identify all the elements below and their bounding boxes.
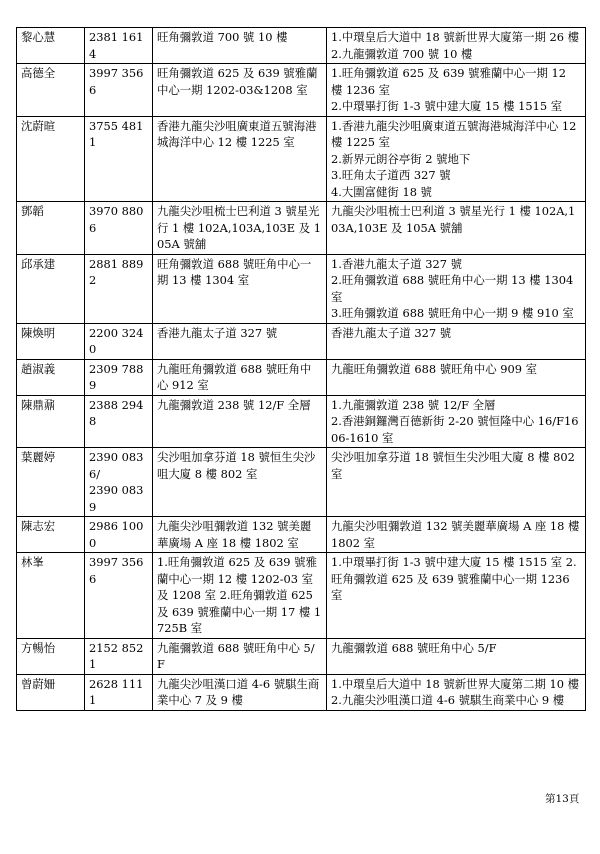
- table-row: [17, 116, 586, 202]
- address-line: 尖沙咀加拿芬道 18 號恒生尖沙咀大廈 8 樓 802 室: [157, 450, 316, 481]
- registered-address-line: 九龍旺角彌敦道 688 號旺角中心 909 室: [331, 361, 538, 376]
- name-cell: 高德全: [17, 64, 85, 117]
- address-line: 香港九龍太子道 327 號: [157, 325, 278, 340]
- table-row: [17, 517, 586, 553]
- registered-address-line: 香港九龍太子道 327 號: [331, 325, 452, 340]
- address-cell: [153, 359, 327, 395]
- phone-line: 3755 4811: [89, 118, 144, 149]
- address-line: 九龍彌敦道 688 號旺角中心 5/F: [157, 640, 315, 671]
- registered-address-line: 4.大圍富健街 18 號: [331, 184, 432, 199]
- registered-address-cell: [327, 517, 586, 553]
- registered-address-cell: [327, 64, 586, 117]
- name-cell: 陳煥明: [17, 323, 85, 359]
- address-cell: [153, 323, 327, 359]
- address-line: 旺角彌敦道 625 及 639 號雅蘭中心一期 1202-03&1208 室: [157, 66, 318, 97]
- phone-cell: [85, 64, 153, 117]
- name-cell: 陳鼎鼐: [17, 395, 85, 448]
- phone-line: 3997 3566: [89, 66, 144, 97]
- address-line: 旺角彌敦道 688 號旺角中心一期 13 樓 1304 室: [157, 256, 312, 287]
- registered-address-line: 2.中環畢打街 1-3 號中建大廈 15 樓 1515 室: [331, 99, 563, 113]
- registered-address-line: 3.旺角彌敦道 688 號旺角中心一期 9 樓 910 室: [331, 306, 574, 320]
- phone-cell: [85, 448, 153, 517]
- registered-address-line: 1.香港九龍尖沙咀廣東道五號海港城海洋中心 12 樓 1225 室: [331, 118, 577, 149]
- table-row: [17, 254, 586, 323]
- table-row: [17, 202, 586, 255]
- records-body: [17, 28, 586, 711]
- registered-address-line: 九龍彌敦道 688 號旺角中心 5/F: [331, 640, 497, 655]
- registered-address-cell: [327, 359, 586, 395]
- phone-line: 2381 1614: [89, 30, 144, 61]
- registered-address-line: 2.九龍彌敦道 700 號 10 樓: [331, 46, 473, 61]
- address-cell: [153, 28, 327, 64]
- name-cell: 曾蔚姍: [17, 674, 85, 710]
- registered-address-line: 2.旺角彌敦道 688 號旺角中心一期 13 樓 1304 室: [331, 273, 574, 304]
- registered-address-cell: [327, 323, 586, 359]
- registered-address-cell: [327, 448, 586, 517]
- phone-line: 2200 3240: [89, 325, 144, 356]
- address-cell: [153, 395, 327, 448]
- address-line: 九龍旺角彌敦道 688 號旺角中心 912 室: [157, 361, 312, 392]
- table-row: [17, 323, 586, 359]
- table-row: [17, 638, 586, 674]
- registered-address-line: 尖沙咀加拿芬道 18 號恒生尖沙咀大廈 8 樓 802 室: [331, 450, 575, 481]
- registered-address-cell: [327, 28, 586, 64]
- registered-address-line: 1.旺角彌敦道 625 及 639 號雅蘭中心一期 12 樓 1236 室: [331, 66, 567, 97]
- table-row: [17, 28, 586, 64]
- address-cell: [153, 64, 327, 117]
- table-row: [17, 674, 586, 710]
- address-cell: [153, 254, 327, 323]
- registered-address-cell: [327, 116, 586, 202]
- name-cell: 邱承建: [17, 254, 85, 323]
- records-table: [16, 27, 586, 711]
- phone-cell: [85, 674, 153, 710]
- name-cell: 鄧韜: [17, 202, 85, 255]
- address-line: 九龍彌敦道 238 號 12/F 全層: [157, 397, 311, 412]
- address-cell: [153, 553, 327, 639]
- phone-cell: [85, 638, 153, 674]
- phone-cell: [85, 553, 153, 639]
- registered-address-cell: [327, 553, 586, 639]
- address-cell: [153, 638, 327, 674]
- registered-address-cell: [327, 202, 586, 255]
- phone-line: 3997 3566: [89, 555, 144, 586]
- address-cell: [153, 517, 327, 553]
- address-line: 1.旺角彌敦道 625 及 639 號雅蘭中心一期 12 樓 1202-03 室及 1208 室 2.旺角彌敦道 625 及 639 號雅蘭中心一期 17 樓 1725B 室: [157, 555, 322, 635]
- phone-cell: [85, 359, 153, 395]
- registered-address-line: 2.九龍尖沙咀漢口道 4-6 號騏生商業中心 9 樓: [331, 693, 565, 707]
- phone-line: 2628 1111: [89, 676, 144, 707]
- registered-address-cell: [327, 395, 586, 448]
- registered-address-line: 2.新界元朗谷亭街 2 號地下: [331, 151, 471, 166]
- phone-line: 2388 2948: [89, 397, 144, 428]
- phone-line: 2881 8892: [89, 256, 144, 287]
- table-row: [17, 359, 586, 395]
- table-row: [17, 395, 586, 448]
- registered-address-line: 1.九龍彌敦道 238 號 12/F 全層: [331, 397, 496, 412]
- phone-cell: [85, 202, 153, 255]
- address-line: 旺角彌敦道 700 號 10 樓: [157, 30, 288, 44]
- page-number: 第13頁: [545, 793, 580, 805]
- registered-address-cell: [327, 638, 586, 674]
- name-cell: 陳志宏: [17, 517, 85, 553]
- name-cell: 黎心慧: [17, 28, 85, 64]
- address-cell: [153, 116, 327, 202]
- address-line: 九龍尖沙咀梳士巴利道 3 號星光行 1 樓 102A,103A,103E 及 105A 號舖: [157, 204, 322, 251]
- phone-cell: [85, 28, 153, 64]
- phone-cell: [85, 254, 153, 323]
- address-line: 九龍尖沙咀漢口道 4-6 號騏生商業中心 7 及 9 樓: [157, 676, 320, 707]
- address-cell: [153, 202, 327, 255]
- phone-line: 2390 0836/: [89, 450, 144, 481]
- registered-address-line: 1.中環畢打街 1-3 號中建大廈 15 樓 1515 室 2.旺角彌敦道 625 及 639 號雅蘭中心一期 1236 室: [331, 555, 577, 602]
- phone-cell: [85, 323, 153, 359]
- table-row: [17, 448, 586, 517]
- name-cell: 林峯: [17, 553, 85, 639]
- address-cell: [153, 674, 327, 710]
- name-cell: 趙淑義: [17, 359, 85, 395]
- name-cell: 方暢怡: [17, 638, 85, 674]
- registered-address-cell: [327, 254, 586, 323]
- address-line: 香港九龍尖沙咀廣東道五號海港城海洋中心 12 樓 1225 室: [157, 118, 317, 149]
- registered-address-cell: [327, 674, 586, 710]
- phone-cell: [85, 517, 153, 553]
- phone-line: 2986 1000: [89, 519, 144, 550]
- address-line: 九龍尖沙咀彌敦道 132 號美麗華廣場 A 座 18 樓 1802 室: [157, 519, 312, 550]
- phone-line: 2309 7889: [89, 361, 144, 392]
- address-cell: [153, 448, 327, 517]
- phone-line: 3970 8806: [89, 204, 144, 235]
- phone-cell: [85, 116, 153, 202]
- registered-address-line: 1.中環皇后大道中 18 號新世界大廈第二期 10 樓: [331, 676, 579, 691]
- registered-address-line: 2.香港銅鑼灣百德新街 2-20 號恒隆中心 16/F1606-1610 室: [331, 414, 579, 445]
- registered-address-line: 1.香港九龍太子道 327 號: [331, 256, 462, 271]
- registered-address-line: 3.旺角太子道西 327 號: [331, 168, 451, 182]
- registered-address-line: 九龍尖沙咀梳士巴利道 3 號星光行 1 樓 102A,103A,103E 及 105A 號舖: [331, 204, 576, 235]
- phone-cell: [85, 395, 153, 448]
- phone-line: 2390 0839: [89, 483, 144, 514]
- name-cell: 沈蔚暄: [17, 116, 85, 202]
- table-row: [17, 64, 586, 117]
- registered-address-line: 1.中環皇后大道中 18 號新世界大廈第一期 26 樓: [331, 30, 579, 44]
- table-row: [17, 553, 586, 639]
- name-cell: 葉麗婷: [17, 448, 85, 517]
- registered-address-line: 九龍尖沙咀彌敦道 132 號美麗華廣場 A 座 18 樓 1802 室: [331, 519, 580, 550]
- phone-line: 2152 8521: [89, 640, 144, 671]
